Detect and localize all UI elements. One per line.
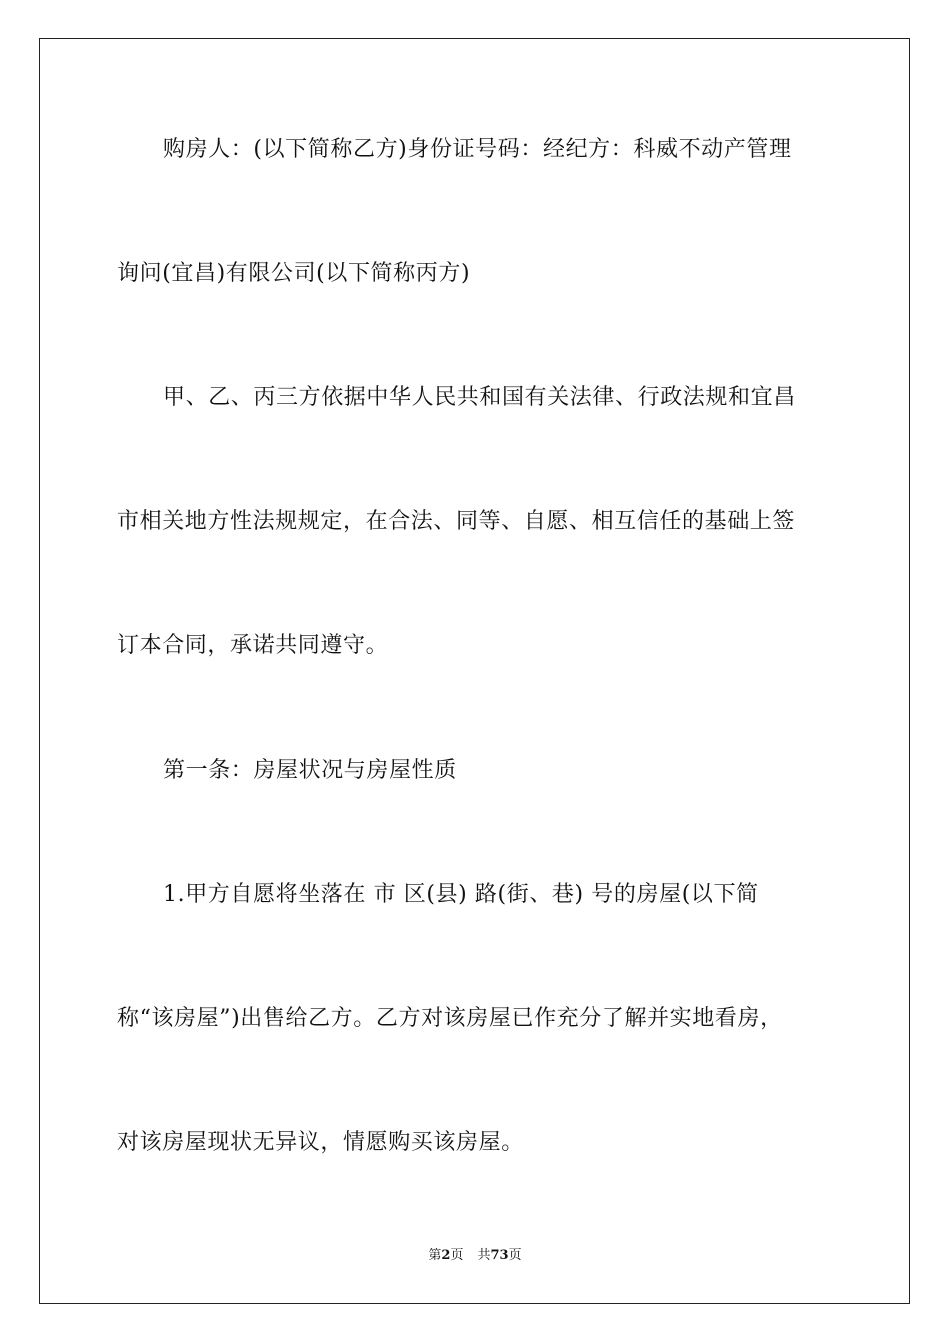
paragraph-line: 订本合同，承诺共同遵守。 <box>117 633 389 658</box>
page-border <box>39 38 910 1304</box>
paragraph-line: 购房人：(以下简称乙方)身份证号码：经纪方：科威不动产管理 <box>163 137 792 162</box>
total-pages: 73 <box>490 1248 509 1263</box>
page-number: 2 <box>441 1248 451 1263</box>
total-prefix: 共 <box>477 1248 491 1263</box>
paragraph-line: 称“该房屋”)出售给乙方。乙方对该房屋已作充分了解并实地看房， <box>117 1006 783 1031</box>
paragraph-line: 1.甲方自愿将坐落在 市 区(县) 路(街、巷) 号的房屋(以下简 <box>163 882 759 907</box>
paragraph-line: 询问(宜昌)有限公司(以下简称丙方) <box>117 261 471 286</box>
paragraph-line: 甲、乙、丙三方依据中华人民共和国有关法律、行政法规和宜昌 <box>163 385 796 410</box>
paragraph-line: 市相关地方性法规规定，在合法、同等、自愿、相互信任的基础上签 <box>117 509 796 534</box>
total-suffix: 页 <box>508 1248 522 1263</box>
page-footer <box>0 1246 950 1266</box>
paragraph-line: 对该房屋现状无异议，情愿购买该房屋。 <box>117 1130 524 1155</box>
page-suffix: 页 <box>450 1248 464 1263</box>
page-prefix: 第 <box>428 1248 442 1263</box>
section-heading: 第一条：房屋状况与房屋性质 <box>163 758 457 783</box>
